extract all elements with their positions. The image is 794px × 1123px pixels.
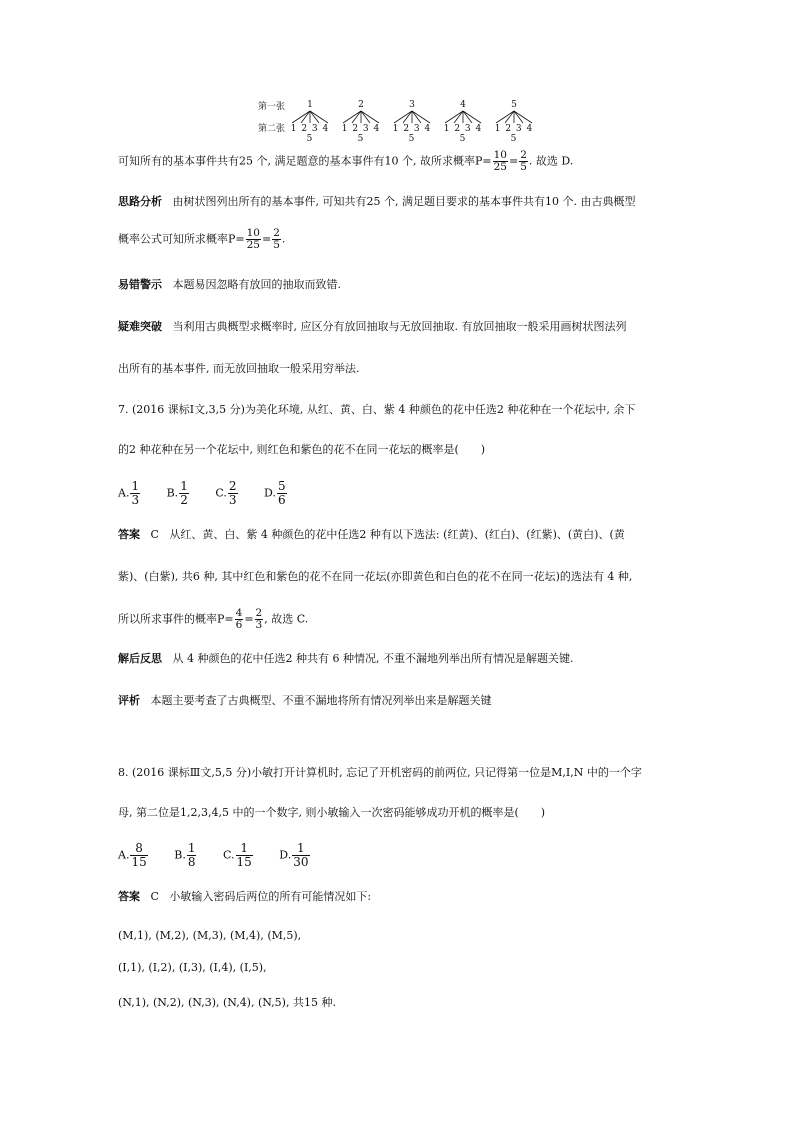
answer-8-list-i xyxy=(118,961,267,975)
option-a xyxy=(118,480,141,507)
tree-leaves: 1 2 3 4 5 xyxy=(290,124,330,144)
answer-tag: 答案 xyxy=(118,890,140,903)
fraction xyxy=(228,480,238,507)
option-label: D. xyxy=(264,486,276,500)
text: 本题主要考查了古典概型、不重不漏地将所有情况列举出来是解题关键 xyxy=(150,694,492,707)
denominator: 5 xyxy=(520,161,527,173)
text: (I,1), (I,2), (I,3), (I,4), (I,5), xyxy=(118,961,267,974)
reflection-7 xyxy=(118,652,573,666)
text: 从 4 种颜色的花中任选2 种共有 6 种情况, 不重不漏地列举出所有情况是解题关键. xyxy=(172,652,574,665)
tree-branch xyxy=(288,100,332,144)
answer-8-list-m xyxy=(118,929,301,943)
option-c xyxy=(223,842,254,869)
fraction xyxy=(236,842,253,869)
section-tag: 评析 xyxy=(118,694,140,707)
section-tag: 易错警示 xyxy=(118,278,162,291)
answer-8-list-n xyxy=(118,996,336,1010)
text: 紫)、(白紫), 共6 种, 其中红色和紫色的花不在同一花坛(亦即黄色和白色的花不在同一花坛)的选法有 4 种, xyxy=(118,570,633,583)
tree-branch xyxy=(492,100,536,144)
question-8-line1 xyxy=(118,766,642,780)
answer-7-line3 xyxy=(118,608,308,631)
option-label: C. xyxy=(215,486,227,500)
equals: = xyxy=(244,612,254,626)
section-tag: 思路分析 xyxy=(118,195,162,208)
error-warning xyxy=(118,278,341,292)
tree-lines xyxy=(441,110,485,124)
fraction xyxy=(255,608,264,631)
fraction xyxy=(292,842,309,869)
numerator: 2 xyxy=(228,479,237,493)
fraction xyxy=(130,842,147,869)
question-7-line1 xyxy=(118,403,635,417)
fraction xyxy=(277,480,287,507)
difficulty-continued xyxy=(118,362,360,376)
question-7-options xyxy=(118,480,310,507)
fraction xyxy=(130,480,140,507)
answer-letter: C xyxy=(150,890,159,903)
text: . xyxy=(281,232,286,246)
tree-branch xyxy=(390,100,434,144)
tree-row2-label: 第二张 xyxy=(258,124,286,134)
numerator: 2 xyxy=(273,227,280,239)
denominator: 25 xyxy=(246,239,260,251)
denominator: 25 xyxy=(493,161,507,173)
answer-7-line2 xyxy=(118,570,632,584)
tree-lines xyxy=(492,110,536,124)
text: 的2 种花种在另一个花坛中, 则红色和紫色的花不在同一花坛的概率是( ) xyxy=(118,443,486,456)
numerator: 5 xyxy=(277,479,286,493)
tree-leaves: 1 2 3 4 5 xyxy=(443,124,483,144)
text: 概率公式可知所求概率P= xyxy=(118,232,245,246)
denominator: 30 xyxy=(293,855,309,869)
tree-leaves: 1 2 3 4 5 xyxy=(494,124,534,144)
analysis-formula xyxy=(118,228,285,251)
text: 由树状图列出所有的基本事件, 可知共有25 个, 满足题目要求的基本事件共有10 个. 由古典概型 xyxy=(172,195,636,208)
option-label: A. xyxy=(118,486,130,500)
question-8-line2 xyxy=(118,806,545,820)
answer-8-line1 xyxy=(118,890,371,904)
denominator: 15 xyxy=(236,855,252,869)
text: 当利用古典概型求概率时, 应区分有放回抽取与无放回抽取. 有放回抽取一般采用画树状图法列 xyxy=(172,320,627,333)
numerator: 4 xyxy=(235,607,243,619)
tree-leaves: 1 2 3 4 5 xyxy=(341,124,381,144)
answer-7-line1 xyxy=(118,528,625,542)
tree-root: 3 xyxy=(409,100,415,110)
option-d xyxy=(264,480,288,507)
denominator: 3 xyxy=(255,619,263,631)
tree-branch xyxy=(339,100,383,144)
tree-leaves: 1 2 3 4 5 xyxy=(392,124,432,144)
option-d xyxy=(279,842,310,869)
question-8-options xyxy=(118,842,333,869)
difficulty-breakthrough xyxy=(118,320,626,334)
numerator: 1 xyxy=(187,841,196,855)
fraction xyxy=(272,228,281,251)
option-label: D. xyxy=(279,848,292,862)
answer-tag: 答案 xyxy=(118,528,140,541)
text: (M,1), (M,2), (M,3), (M,4), (M,5), xyxy=(118,929,302,942)
tree-root: 5 xyxy=(511,100,517,110)
tree-root: 2 xyxy=(358,100,364,110)
section-tag: 解后反思 xyxy=(118,652,162,665)
text: . 故选 D. xyxy=(528,154,574,168)
fraction xyxy=(187,842,197,869)
tree-lines xyxy=(390,110,434,124)
equals: = xyxy=(262,232,272,246)
fraction xyxy=(246,228,261,251)
tree-branch xyxy=(441,100,485,144)
numerator: 2 xyxy=(255,607,263,619)
option-label: C. xyxy=(222,848,235,862)
fraction xyxy=(493,150,508,173)
fraction xyxy=(235,608,244,631)
answer-letter: C xyxy=(150,528,159,541)
text: 可知所有的基本事件共有25 个, 满足题意的基本事件有10 个, 故所求概率P= xyxy=(118,154,492,168)
option-label: B. xyxy=(174,848,186,862)
tree-diagram xyxy=(258,100,548,144)
denominator: 15 xyxy=(131,855,147,869)
text: 8. (2016 课标Ⅲ文,5,5 分)小敏打开计算机时, 忘记了开机密码的前两位, 只记得第一位是M,I,N 中的一个字 xyxy=(118,766,642,779)
tree-row1-label: 第一张 xyxy=(258,102,286,112)
numerator: 8 xyxy=(130,842,147,856)
denominator: 6 xyxy=(277,493,286,507)
denominator: 3 xyxy=(131,493,140,507)
question-7-line2 xyxy=(118,443,485,457)
option-b xyxy=(167,480,190,507)
numerator: 1 xyxy=(131,479,140,493)
text: 本题易因忽略有放回的抽取而致错. xyxy=(172,278,341,291)
option-a xyxy=(118,842,149,869)
denominator: 5 xyxy=(273,239,280,251)
text: (N,1), (N,2), (N,3), (N,4), (N,5), 共15 种. xyxy=(118,996,336,1009)
numerator: 1 xyxy=(180,479,188,493)
fraction xyxy=(519,150,528,173)
numerator: 10 xyxy=(493,149,507,161)
text: 从红、黄、白、紫 4 种颜色的花中任选2 种有以下选法: (红黄)、(红白)、(红紫)、(黄白)、(黄 xyxy=(169,528,625,541)
option-c xyxy=(215,480,238,507)
numerator: 1 xyxy=(236,842,253,856)
text: 小敏输入密码后两位的所有可能情况如下: xyxy=(169,890,372,903)
numerator: 10 xyxy=(246,227,260,239)
option-label: B. xyxy=(166,486,179,500)
denominator: 2 xyxy=(180,493,188,507)
denominator: 6 xyxy=(235,619,243,631)
fraction xyxy=(179,480,189,507)
equals: = xyxy=(508,154,519,168)
denominator: 8 xyxy=(187,855,196,869)
text: 母, 第二位是1,2,3,4,5 中的一个数字, 则小敏输入一次密码能够成功开机的概率是( ) xyxy=(118,806,546,819)
probability-conclusion xyxy=(118,150,573,173)
tree-root: 1 xyxy=(307,100,313,110)
comment-7 xyxy=(118,694,492,708)
text: 所以所求事件的概率P= xyxy=(118,612,234,626)
option-b xyxy=(174,842,197,869)
analysis-paragraph xyxy=(118,195,635,209)
numerator: 1 xyxy=(292,842,309,856)
text: 7. (2016 课标Ⅰ文,3,5 分)为美化环境, 从红、黄、白、紫 4 种颜色的花中任选2 种花种在一个花坛中, 余下 xyxy=(118,403,636,416)
option-label: A. xyxy=(118,848,130,862)
tree-lines xyxy=(339,110,383,124)
numerator: 2 xyxy=(520,149,527,161)
tree-lines xyxy=(288,110,332,124)
denominator: 3 xyxy=(228,493,237,507)
text: , 故选 C. xyxy=(264,612,309,626)
text: 出所有的基本事件, 而无放回抽取一般采用穷举法. xyxy=(118,362,360,375)
tree-root: 4 xyxy=(460,100,466,110)
section-tag: 疑难突破 xyxy=(118,320,162,333)
